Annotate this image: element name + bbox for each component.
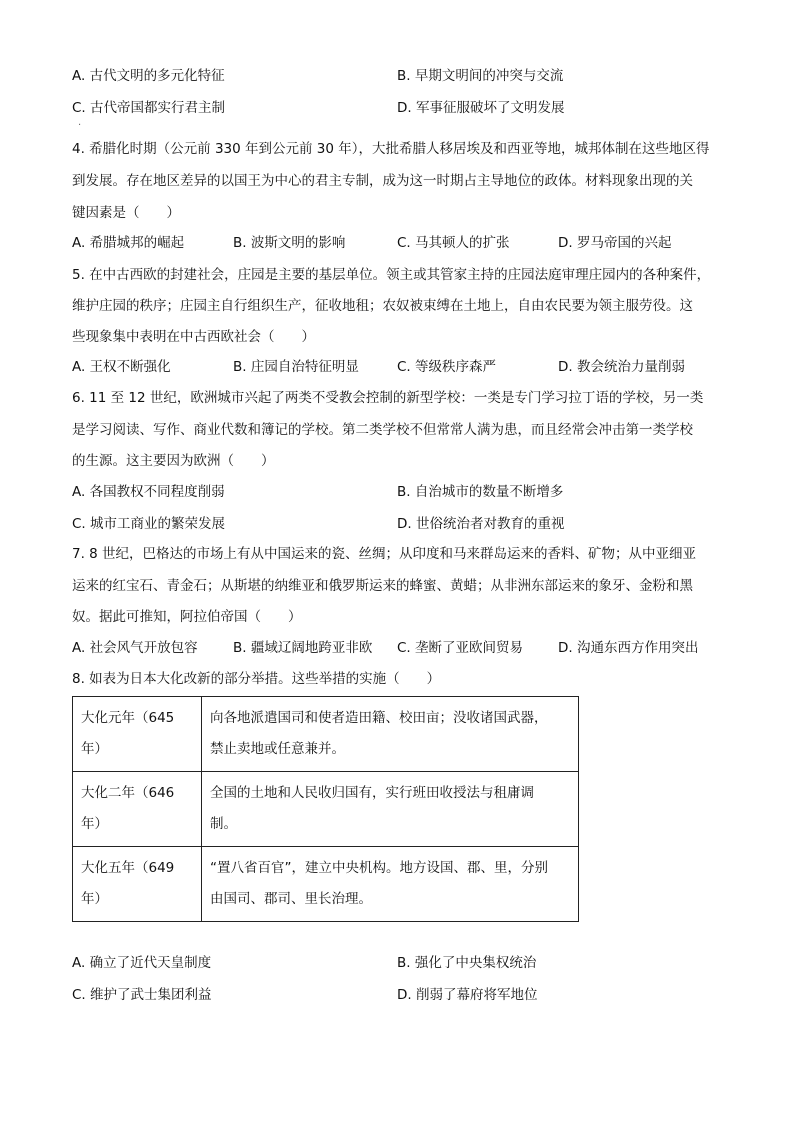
reform-table: [72, 696, 579, 922]
q3-option-b: B. 早期文明间的冲突与交流: [397, 68, 564, 84]
q7-option-a: A. 社会风气开放包容: [72, 640, 198, 656]
year-cell: [73, 772, 202, 847]
q8-stem: 8. 如表为日本大化改新的部分举措。这些举措的实施（ ）: [72, 671, 441, 687]
q7-option-d: D. 沟通东西方作用突出: [558, 640, 699, 656]
table-row: [73, 697, 579, 772]
year-text: 大化五年（649: [81, 860, 175, 876]
q7-stem-line-1: 7. 8 世纪，巴格达的市场上有从中国运来的瓷、丝绸；从印度和马来群岛运来的香料、矿物；从中亚细亚: [72, 546, 697, 562]
q5-option-b: B. 庄园自治特征明显: [233, 359, 359, 375]
table-row: [73, 847, 579, 922]
q4-option-c: C. 马其顿人的扩张: [397, 235, 510, 251]
q3-option-d: D. 军事征服破坏了文明发展: [397, 100, 565, 116]
measure-text: 由国司、郡司、里长治理。: [210, 891, 372, 907]
q4-option-d: D. 罗马帝国的兴起: [558, 235, 672, 251]
q5-stem-line-1: 5. 在中古西欧的封建社会，庄园是主要的基层单位。领主或其管家主持的庄园法庭审理庄园内的各种案件，: [72, 267, 711, 283]
measure-text: 制。: [210, 816, 237, 832]
q6-option-d: D. 世俗统治者对教育的重视: [397, 516, 565, 532]
q7-stem-line-2: 运来的红宝石、青金石；从斯堪的纳维亚和俄罗斯运来的蜂蜜、黄蜡；从非洲东部运来的象牙、金粉和黑: [72, 578, 693, 594]
measure-cell: [202, 847, 579, 922]
q8-option-d: D. 削弱了幕府将军地位: [397, 987, 538, 1003]
q5-option-d: D. 教会统治力量削弱: [558, 359, 685, 375]
q8-option-b: B. 强化了中央集权统治: [397, 955, 537, 971]
q3-option-a: A. 古代文明的多元化特征: [72, 68, 225, 84]
q5-option-a: A. 王权不断强化: [72, 359, 171, 375]
measure-text: 向各地派遣国司和使者造田籍、校田亩；没收诸国武器，: [210, 710, 548, 726]
year-text: 大化元年（645: [81, 710, 175, 726]
q6-option-a: A. 各国教权不同程度削弱: [72, 484, 225, 500]
measure-text: 全国的土地和人民收归国有，实行班田收授法与租庸调: [210, 785, 534, 801]
year-text: 年）: [81, 816, 108, 832]
year-text: 年）: [81, 891, 108, 907]
q6-option-c: C. 城市工商业的繁荣发展: [72, 516, 226, 532]
q4-stem-line-3: 键因素是（ ）: [72, 205, 180, 221]
q7-stem-line-3: 奴。据此可推知，阿拉伯帝国（ ）: [72, 609, 302, 625]
year-cell: [73, 847, 202, 922]
q3-option-c: C. 古代帝国都实行君主制: [72, 100, 226, 116]
year-text: 年）: [81, 741, 108, 757]
measure-text: “置八省百官”，建立中央机构。地方设国、郡、里，分别: [210, 860, 548, 876]
q5-stem-line-2: 维护庄园的秩序；庄园主自行组织生产，征收地租；农奴被束缚在土地上，自由农民要为领主服劳役。这: [72, 298, 693, 314]
year-cell: [73, 697, 202, 772]
q5-stem-line-3: 些现象集中表明在中古西欧社会（ ）: [72, 329, 315, 345]
q6-stem-line-3: 的生源。这主要因为欧洲（ ）: [72, 453, 275, 469]
q8-option-c: C. 维护了武士集团利益: [72, 987, 212, 1003]
q4-stem-line-1: 4. 希腊化时期（公元前 330 年到公元前 30 年），大批希腊人移居埃及和西亚等地，城邦体制在这些地区得: [72, 141, 710, 157]
q7-option-b: B. 疆域辽阔地跨亚非欧: [233, 640, 373, 656]
measure-text: 禁止卖地或任意兼并。: [210, 741, 345, 757]
q7-option-c: C. 垄断了亚欧间贸易: [397, 640, 524, 656]
q8-option-a: A. 确立了近代天皇制度: [72, 955, 212, 971]
q5-option-c: C. 等级秩序森严: [397, 359, 497, 375]
measure-cell: [202, 772, 579, 847]
q4-option-b: B. 波斯文明的影响: [233, 235, 346, 251]
table-row: [73, 772, 579, 847]
measure-cell: [202, 697, 579, 772]
q6-option-b: B. 自治城市的数量不断增多: [397, 484, 564, 500]
q4-option-a: A. 希腊城邦的崛起: [72, 235, 185, 251]
year-text: 大化二年（646: [81, 785, 175, 801]
q4-stem-line-2: 到发展。存在地区差异的以国王为中心的君主专制，成为这一时期占主导地位的政体。材料现象出现的关: [72, 173, 693, 189]
stray-mark: ·: [78, 120, 82, 131]
q6-stem-line-2: 是学习阅读、写作、商业代数和簿记的学校。第二类学校不但常常人满为患，而且经常会冲击第一类学校: [72, 422, 693, 438]
q6-stem-line-1: 6. 11 至 12 世纪，欧洲城市兴起了两类不受教会控制的新型学校：一类是专门学习拉丁语的学校，另一类: [72, 390, 704, 406]
